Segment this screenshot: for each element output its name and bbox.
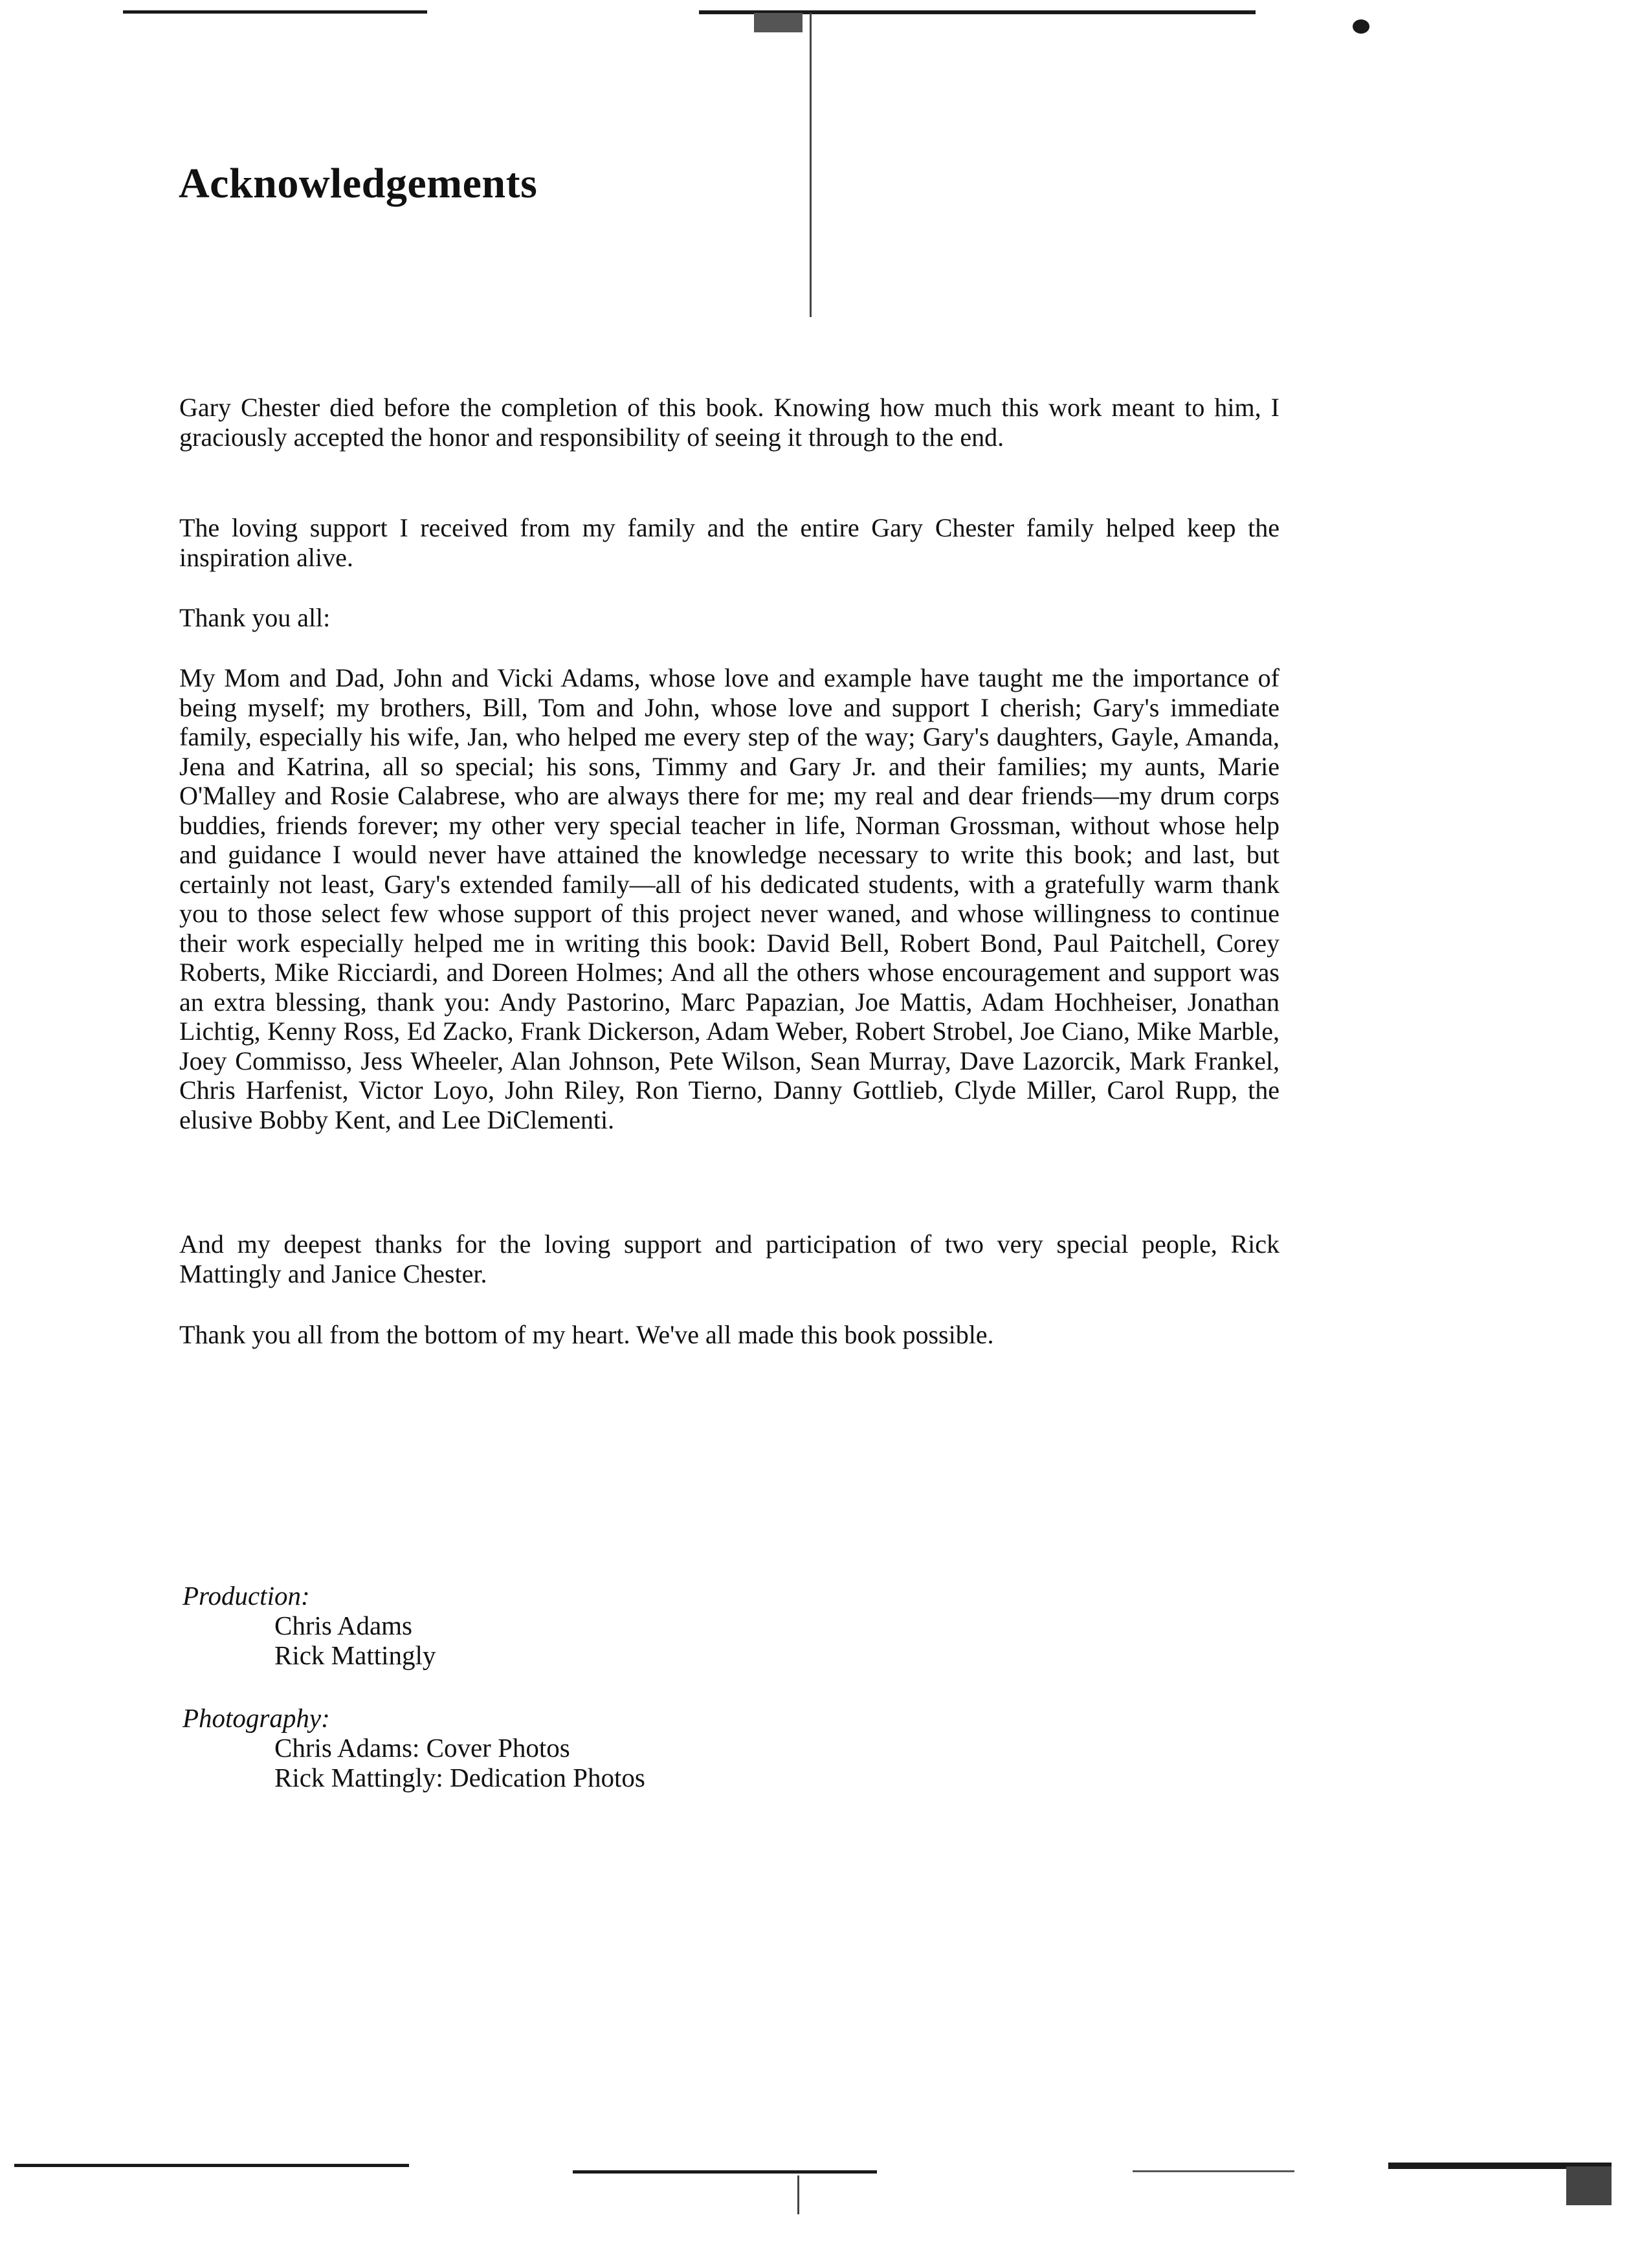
production-credit-line: Rick Mattingly [274,1640,436,1670]
page-title: Acknowledgements [179,160,538,207]
scan-blot-bottom-corner [1566,2166,1612,2205]
photography-credit-line: Chris Adams: Cover Photos [274,1733,570,1763]
photography-heading: Photography: [183,1703,330,1733]
production-credit-line: Chris Adams [274,1611,412,1640]
production-heading: Production: [183,1581,310,1611]
scan-border-top-left [123,10,427,14]
paragraph-intro: Gary Chester died before the completion of this book. Knowing how much this work meant to him, I graciously accepted the honor and responsibility of seeing it through to the end. [179,393,1280,452]
photography-credit-line: Rick Mattingly: Dedication Photos [274,1763,645,1792]
scan-border-bottom-right [1133,2170,1294,2172]
scan-center-fold-top [810,13,812,317]
credits-production [183,1581,436,1670]
paragraph-closing: Thank you all from the bottom of my heart. We've all made this book possible. [179,1320,994,1349]
scan-border-bottom-left [14,2164,409,2167]
scan-blot-top [754,13,803,32]
scan-center-fold-bottom [797,2175,799,2214]
scan-border-bottom-mid [573,2170,877,2174]
paragraph-acknowledgement-list: My Mom and Dad, John and Vicki Adams, whose love and example have taught me the importance of being myself; my brothers, Bill, Tom and John, whose love and support I cherish; Gary's immediate family, especially his wife, Jan, who helped me every step of the way; Gary's daughters, Gayle, Amanda, Jena and Katrina, all so special; his sons, Timmy and Gary Jr. and their families; my aunts, Marie O'Malley and Rosie Calabrese, who are always there for me; my real and dear friends—my drum corps buddies, friends forever; my other very special teacher in life, Norman Grossman, without whose help and guidance I would never have attained the knowledge necessary to write this book; and last, but certainly not least, Gary's extended family—all of his dedicated students, with a gratefully warm thank you to those select few whose support of this project never waned, and whose willingness to continue their work especially helped me in writing this book: David Bell, Robert Bond, Paul Paitchell, Corey Roberts, Mike Ricciardi, and Doreen Holmes; And all the others whose encouragement and support was an extra blessing, thank you: Andy Pastorino, Marc Papazian, Joe Mattis, Adam Hochheiser, Jonathan Lichtig, Kenny Ross, Ed Zacko, Frank Dickerson, Adam Weber, Robert Strobel, Joe Ciano, Mike Marble, Joey Commisso, Jess Wheeler, Alan Johnson, Pete Wilson, Sean Murray, Dave Lazorcik, Mark Frankel, Chris Harfenist, Victor Loyo, John Riley, Ron Tierno, Danny Gottlieb, Clyde Miller, Carol Rupp, the elusive Bobby Kent, and Lee DiClementi. [179,663,1280,1134]
credits-photography [183,1703,645,1792]
paragraph-thank-you: Thank you all: [179,603,331,632]
paragraph-deepest-thanks: And my deepest thanks for the loving support and participation of two very special people, Rick Mattingly and Janice Chester. [179,1229,1280,1288]
scan-smudge-corner [1353,19,1369,34]
paragraph-family-support: The loving support I received from my family and the entire Gary Chester family helped keep the inspiration alive. [179,513,1280,572]
